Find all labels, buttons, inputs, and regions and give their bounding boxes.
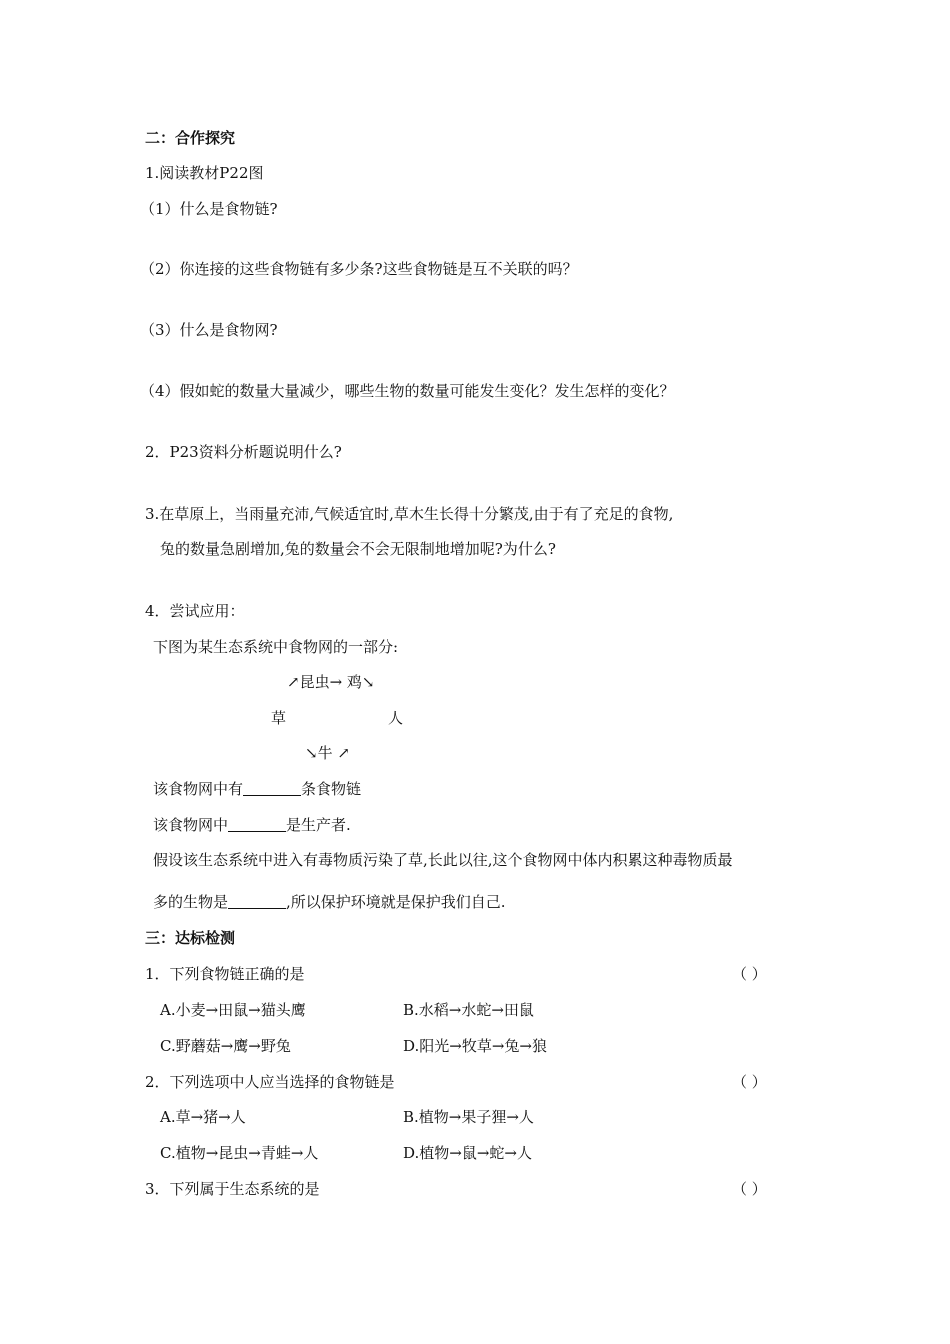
- answer-blank[interactable]: [243, 780, 301, 796]
- question-3-line2: 兔的数量急剧增加,兔的数量会不会无限制地增加呢?为什么?: [160, 540, 556, 558]
- mc-question-1-option-b: B.水稻→水蛇→田鼠: [403, 1001, 534, 1019]
- answer-paren-1[interactable]: （ ）: [732, 965, 767, 983]
- fill-blank-3-suffix: ,所以保护环境就是保护我们自己.: [286, 893, 506, 911]
- fill-blank-3-line1: 假设该生态系统中进入有毒物质污染了草,长此以往,这个食物网中体内积累这种毒物质最: [153, 851, 733, 869]
- fill-blank-2-prefix: 该食物网中: [153, 816, 229, 834]
- section3-title: 三：达标检测: [145, 929, 236, 947]
- question-2: 2．P23资料分析题说明什么?: [145, 443, 342, 461]
- food-web-bottom-row: ↘牛 ↗: [305, 744, 350, 762]
- food-web-grass: 草: [271, 709, 287, 727]
- food-web-human: 人: [388, 709, 404, 727]
- mc-question-1-option-a: A.小麦→田鼠→猫头鹰: [160, 1001, 306, 1019]
- fill-blank-2-suffix: 是生产者.: [286, 816, 351, 834]
- fill-blank-3-prefix: 多的生物是: [153, 893, 229, 911]
- question-4: 4．尝试应用：: [145, 602, 245, 620]
- section2-title: 二：合作探究: [145, 129, 236, 147]
- mc-question-1-option-d: D.阳光→牧草→兔→狼: [403, 1037, 547, 1055]
- question-3-line1: 3.在草原上，当雨量充沛,气候适宜时,草木生长得十分繁茂,由于有了充足的食物,: [145, 505, 674, 523]
- fill-blank-1-prefix: 该食物网中有: [153, 780, 244, 798]
- mc-question-2-option-b: B.植物→果子狸→人: [403, 1108, 534, 1126]
- fill-blank-1: [153, 779, 361, 799]
- food-web-top-row: ↗昆虫→ 鸡↘: [287, 673, 375, 691]
- mc-question-1-stem: 1．下列食物链正确的是: [145, 965, 305, 983]
- question-1: 1.阅读教材P22图: [145, 164, 264, 182]
- fill-blank-2: [153, 815, 351, 835]
- fill-blank-1-suffix: 条食物链: [301, 780, 362, 798]
- mc-question-2-option-c: C.植物→昆虫→青蛙→人: [160, 1144, 319, 1162]
- mc-question-2-option-a: A.草→猪→人: [160, 1108, 246, 1126]
- mc-question-3-stem: 3．下列属于生态系统的是: [145, 1180, 320, 1198]
- answer-paren-3[interactable]: （ ）: [732, 1180, 767, 1198]
- mc-question-2-option-d: D.植物→鼠→蛇→人: [403, 1144, 532, 1162]
- mc-question-2-stem: 2．下列选项中人应当选择的食物链是: [145, 1073, 395, 1091]
- question-1-3: （3）什么是食物网?: [140, 321, 278, 339]
- fill-blank-3-line2: [153, 892, 506, 912]
- answer-blank[interactable]: [228, 816, 286, 832]
- question-1-1: （1）什么是食物链?: [140, 200, 278, 218]
- answer-paren-2[interactable]: （ ）: [732, 1073, 767, 1091]
- answer-blank[interactable]: [228, 893, 286, 909]
- question-1-4: （4）假如蛇的数量大量减少，哪些生物的数量可能发生变化？发生怎样的变化？: [140, 382, 675, 400]
- question-1-2: （2）你连接的这些食物链有多少条?这些食物链是互不关联的吗？: [140, 260, 578, 278]
- mc-question-1-option-c: C.野蘑菇→鹰→野兔: [160, 1037, 291, 1055]
- question-4-intro: 下图为某生态系统中食物网的一部分:: [153, 638, 399, 656]
